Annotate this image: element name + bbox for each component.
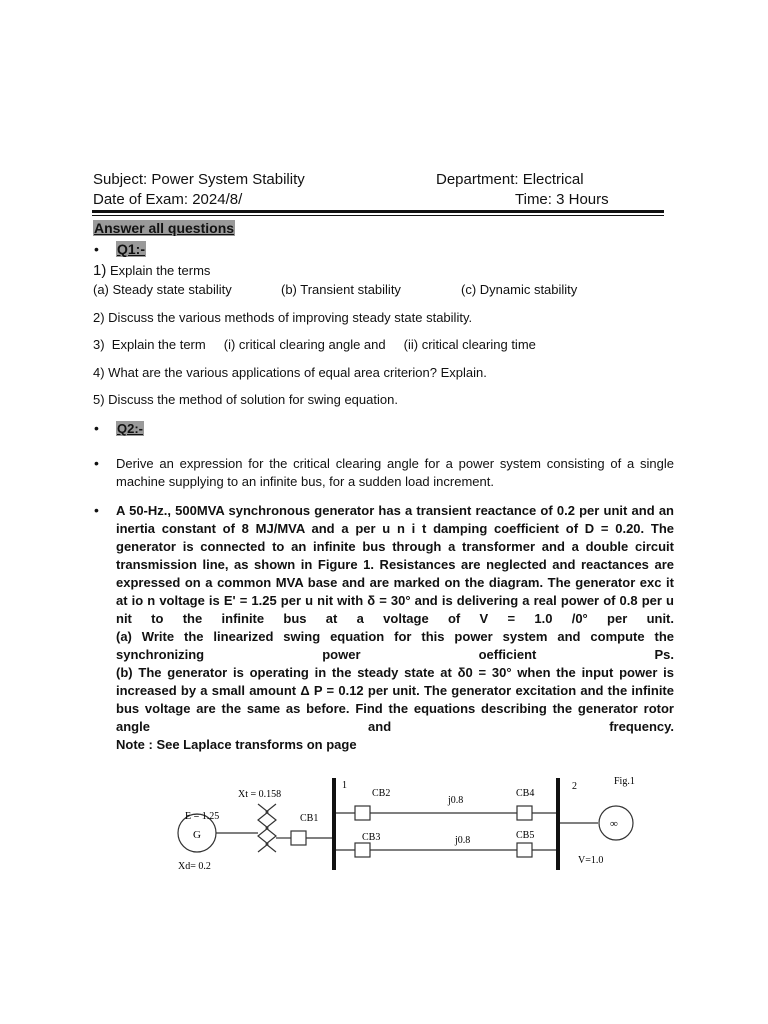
instructions-heading (93, 220, 235, 236)
xd-label: Xd= 0.2 (178, 861, 211, 872)
bullet-icon: • (94, 502, 99, 518)
bullet-icon: • (94, 241, 99, 257)
bus-2 (556, 778, 560, 870)
q2-problem-statement: A 50-Hz., 500MVA synchronous generator has a transient reactance of 0.2 per unit and an inertia constant of 8 MJ/MVA and a per u n i t damping coefficient of D = 0.20. The generator is connected to an infinite bus through a transformer and a double circuit transmission line, as shown in Figure 1. Resistances are neglected and reactances are expressed on a common MVA base and are marked on the diagram. The generator exc it at io n voltage is E' = 1.25 per u nit with δ = 30° and is delivering a real power of 0.8 per u nit to the infinite bus at a voltage of V = 1.0 /0° per unit. (116, 503, 674, 626)
department-text: Department: Electrical (436, 171, 584, 188)
q2-part-b: (b) The generator is operating in the steady state at δ0 = 30° when the input power is increased by a small amount Δ P = 0.12 per unit. The generator excitation and the infinite bus voltage are the same as before. Find the equations describing the generator rotor angle and frequency. (116, 665, 674, 734)
cb4-label: CB4 (516, 788, 535, 799)
q1-item1-a: (a) Steady state stability (93, 282, 232, 297)
q1-label: Q1:- (117, 241, 145, 257)
generator-label: G (193, 829, 201, 841)
cb2-label: CB2 (372, 788, 391, 799)
cb4-breaker (517, 806, 532, 820)
q1-item5: 5) Discuss the method of solution for swing equation. (93, 392, 398, 407)
instructions-text: Answer all questions (94, 220, 235, 236)
cb5-breaker (517, 843, 532, 857)
bus-2-label: 2 (572, 781, 577, 792)
bullet-icon: • (94, 455, 99, 471)
q1-item1-text: Explain the terms (109, 263, 211, 278)
bus-1 (332, 778, 336, 870)
exam-time-text: Time: 3 Hours (515, 191, 609, 208)
header-rule-thick (92, 210, 664, 213)
bullet-icon: • (94, 420, 99, 436)
emf-label: E = 1.25 (185, 811, 220, 822)
bus-1-label: 1 (342, 780, 347, 791)
q1-item1-b: (b) Transient stability (281, 282, 401, 297)
lower-line-reactance: j0.8 (455, 835, 471, 846)
q1-item1-c: (c) Dynamic stability (461, 282, 578, 297)
figure-label: Fig.1 (614, 776, 635, 787)
exam-date-text: Date of Exam: 2024/8/ (93, 191, 243, 208)
infinite-bus-icon: ∞ (610, 818, 618, 830)
header-rule-thin (92, 215, 664, 216)
q1-item1 (93, 262, 210, 279)
cb3-breaker (355, 843, 370, 857)
subject-text: Subject: Power System Stability (93, 171, 305, 188)
q1-item3: 3) Explain the term (i) critical clearing angle and (ii) critical clearing time (93, 337, 536, 352)
upper-line-reactance: j0.8 (448, 795, 464, 806)
q1-item1-number: 1) (93, 262, 107, 279)
cb3-label: CB3 (362, 832, 381, 843)
q2-bullet1: Derive an expression for the critical clearing angle for a power system consisting of a single machine supplying to an infinite bus, for a sudden load increment. (116, 456, 674, 489)
q2-part-a: (a) Write the linearized swing equation for this power system and compute the synchronizing power oefficient Ps. (116, 629, 674, 662)
cb5-label: CB5 (516, 830, 535, 841)
cb1-breaker (291, 831, 306, 845)
power-system-diagram (140, 772, 660, 890)
infinite-bus-voltage: V=1.0 (578, 855, 604, 866)
cb2-breaker (355, 806, 370, 820)
q2-bullet2 (116, 502, 674, 754)
q1-item4: 4) What are the various applications of equal area criterion? Explain. (93, 365, 487, 380)
q2-note: Note : See Laplace transforms on page (116, 737, 357, 752)
q1-item2: 2) Discuss the various methods of improving steady state stability. (93, 310, 473, 325)
cb1-label: CB1 (300, 813, 319, 824)
q1-label-wrap (116, 241, 146, 257)
q2-label-wrap (116, 421, 144, 436)
q2-label: Q2:- (117, 421, 143, 436)
xt-label: Xt = 0.158 (238, 789, 282, 800)
